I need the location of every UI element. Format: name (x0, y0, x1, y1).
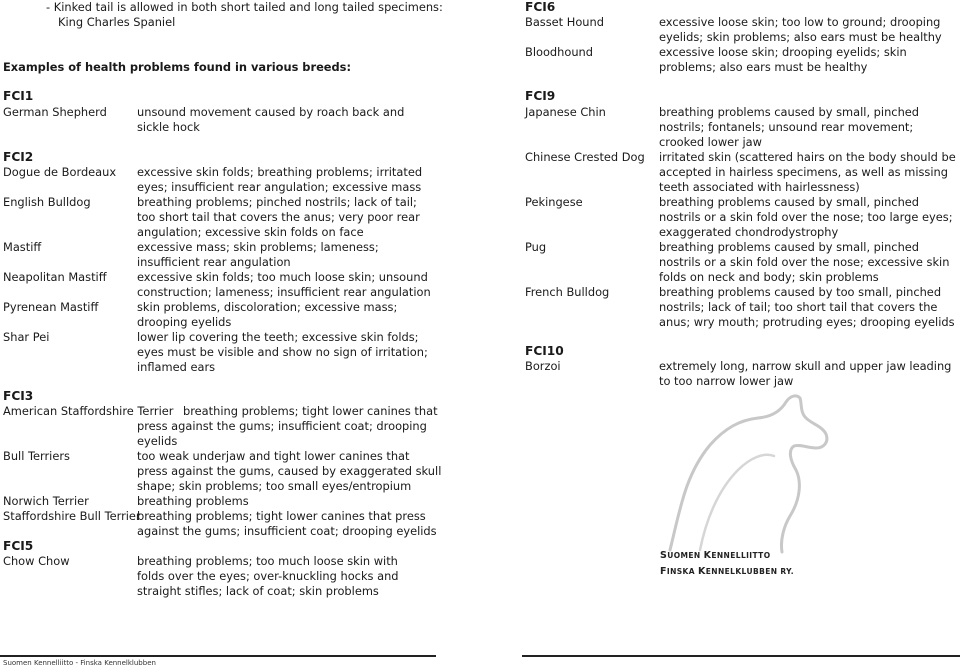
breed-name: Mastiff (3, 240, 42, 254)
fci1-heading: FCI1 (3, 89, 34, 103)
breed-name: Pyrenean Mastiff (3, 300, 99, 314)
fci9-heading: FCI9 (525, 89, 556, 103)
breed-problems: breathing problems caused by too small, pinched nostrils; lack of tail; too short tail that covers the anus; wry mouth; protruding eyes; drooping eyelids (659, 285, 955, 329)
breed-problems: unsound movement caused by roach back and sickle hock (137, 105, 405, 134)
breed-problems-continued: press against the gums; insufficient coat; drooping eyelids (137, 419, 427, 448)
breed-name: Basset Hound (525, 15, 604, 29)
breed-problems: breathing problems; too much loose skin with folds over the eyes; over-knuckling hocks and straight stifles; lack of coat; skin problems (137, 554, 399, 598)
breed-name: Japanese Chin (525, 105, 606, 119)
breed-problems: excessive skin folds; too much loose skin; unsound construction; lameness; insufficient rear angulation (137, 270, 431, 299)
logo-line-1: SUOMEN KENNELLIITTO (660, 550, 771, 561)
fci2-heading: FCI2 (3, 150, 34, 164)
fci5-heading: FCI5 (3, 539, 34, 553)
breed-name: Neapolitan Mastiff (3, 270, 107, 284)
breed-name: Borzoi (525, 359, 561, 373)
breed-problems: breathing problems caused by small, pinched nostrils or a skin fold over the nose; too large eyes; exaggerated chondrodystrophy (659, 195, 953, 239)
breed-problems: excessive loose skin; too low to ground; drooping eyelids; skin problems; also ears must be healthy (659, 15, 942, 44)
breed-problems: excessive mass; skin problems; lameness; insufficient rear angulation (137, 240, 379, 269)
breed-problems: skin problems, discoloration; excessive mass; drooping eyelids (137, 300, 398, 329)
fci10-heading: FCI10 (525, 344, 564, 358)
breed-problems: breathing problems; pinched nostrils; lack of tail; too short tail that covers the anus; very poor rear angulation; excessive skin folds on face (137, 195, 420, 239)
breed-problems: excessive skin folds; breathing problems; irritated eyes; insufficient rear angulation; excessive mass (137, 165, 423, 194)
fci6-heading: FCI6 (525, 0, 556, 14)
fci3-heading: FCI3 (3, 389, 34, 403)
breed-problems: breathing problems; tight lower canines that press (137, 509, 426, 523)
breed-problems: breathing problems (137, 494, 249, 508)
breed-name: Norwich Terrier (3, 494, 89, 508)
intro-note: - Kinked tail is allowed in both short tailed and long tailed specimens: (46, 0, 443, 14)
breed-problems: too weak underjaw and tight lower canines that press against the gums, caused by exaggerated skull shape; skin problems; too small eyes/entropium (137, 449, 442, 493)
breed-name: Shar Pei (3, 330, 50, 344)
breed-problems: breathing problems caused by small, pinched nostrils or a skin fold over the nose; excessive skin folds on neck and body; skin problems (659, 240, 950, 284)
breed-problems: lower lip covering the teeth; excessive skin folds; eyes must be visible and show no sign of irritation; inflamed ears (137, 330, 428, 374)
breed-problems: extremely long, narrow skull and upper jaw leading to too narrow lower jaw (659, 359, 952, 388)
breed-name: Dogue de Bordeaux (3, 165, 117, 179)
breed-problems: breathing problems; tight lower canines that (183, 404, 438, 418)
breed-name: English Bulldog (3, 195, 91, 209)
breed-name: Chow Chow (3, 554, 70, 568)
intro-breed: King Charles Spaniel (58, 15, 176, 29)
breed-name: Bull Terriers (3, 449, 70, 463)
breed-problems: breathing problems caused by small, pinched nostrils; fontanels; unsound rear movement; crooked lower jaw (659, 105, 920, 149)
breed-problems: irritated skin (scattered hairs on the body should be accepted in hairless specimens, as well as missing teeth associated with hairlessness) (659, 150, 956, 194)
breed-name: Pekingese (525, 195, 583, 209)
breed-name: Pug (525, 240, 547, 254)
breed-name: Staffordshire Bull Terrier (3, 509, 141, 523)
footer-text: Suomen Kennelliitto - Finska Kennelklubben (3, 659, 156, 667)
breed-problems: excessive loose skin; drooping eyelids; skin problems; also ears must be healthy (659, 45, 907, 74)
kennel-club-logo-icon (640, 390, 840, 560)
footer-rule-left (0, 655, 436, 657)
breed-name: American Staffordshire Terrier (3, 404, 174, 418)
breed-problems-continued: against the gums; insufficient coat; drooping eyelids (137, 524, 437, 538)
breed-name: Bloodhound (525, 45, 594, 59)
footer-rule-right (522, 655, 960, 657)
breed-name: German Shepherd (3, 105, 107, 119)
examples-heading: Examples of health problems found in various breeds: (3, 60, 352, 74)
breed-name: French Bulldog (525, 285, 610, 299)
logo-line-2: FINSKA KENNELKLUBBEN RY. (660, 566, 795, 577)
breed-name: Chinese Crested Dog (525, 150, 645, 164)
